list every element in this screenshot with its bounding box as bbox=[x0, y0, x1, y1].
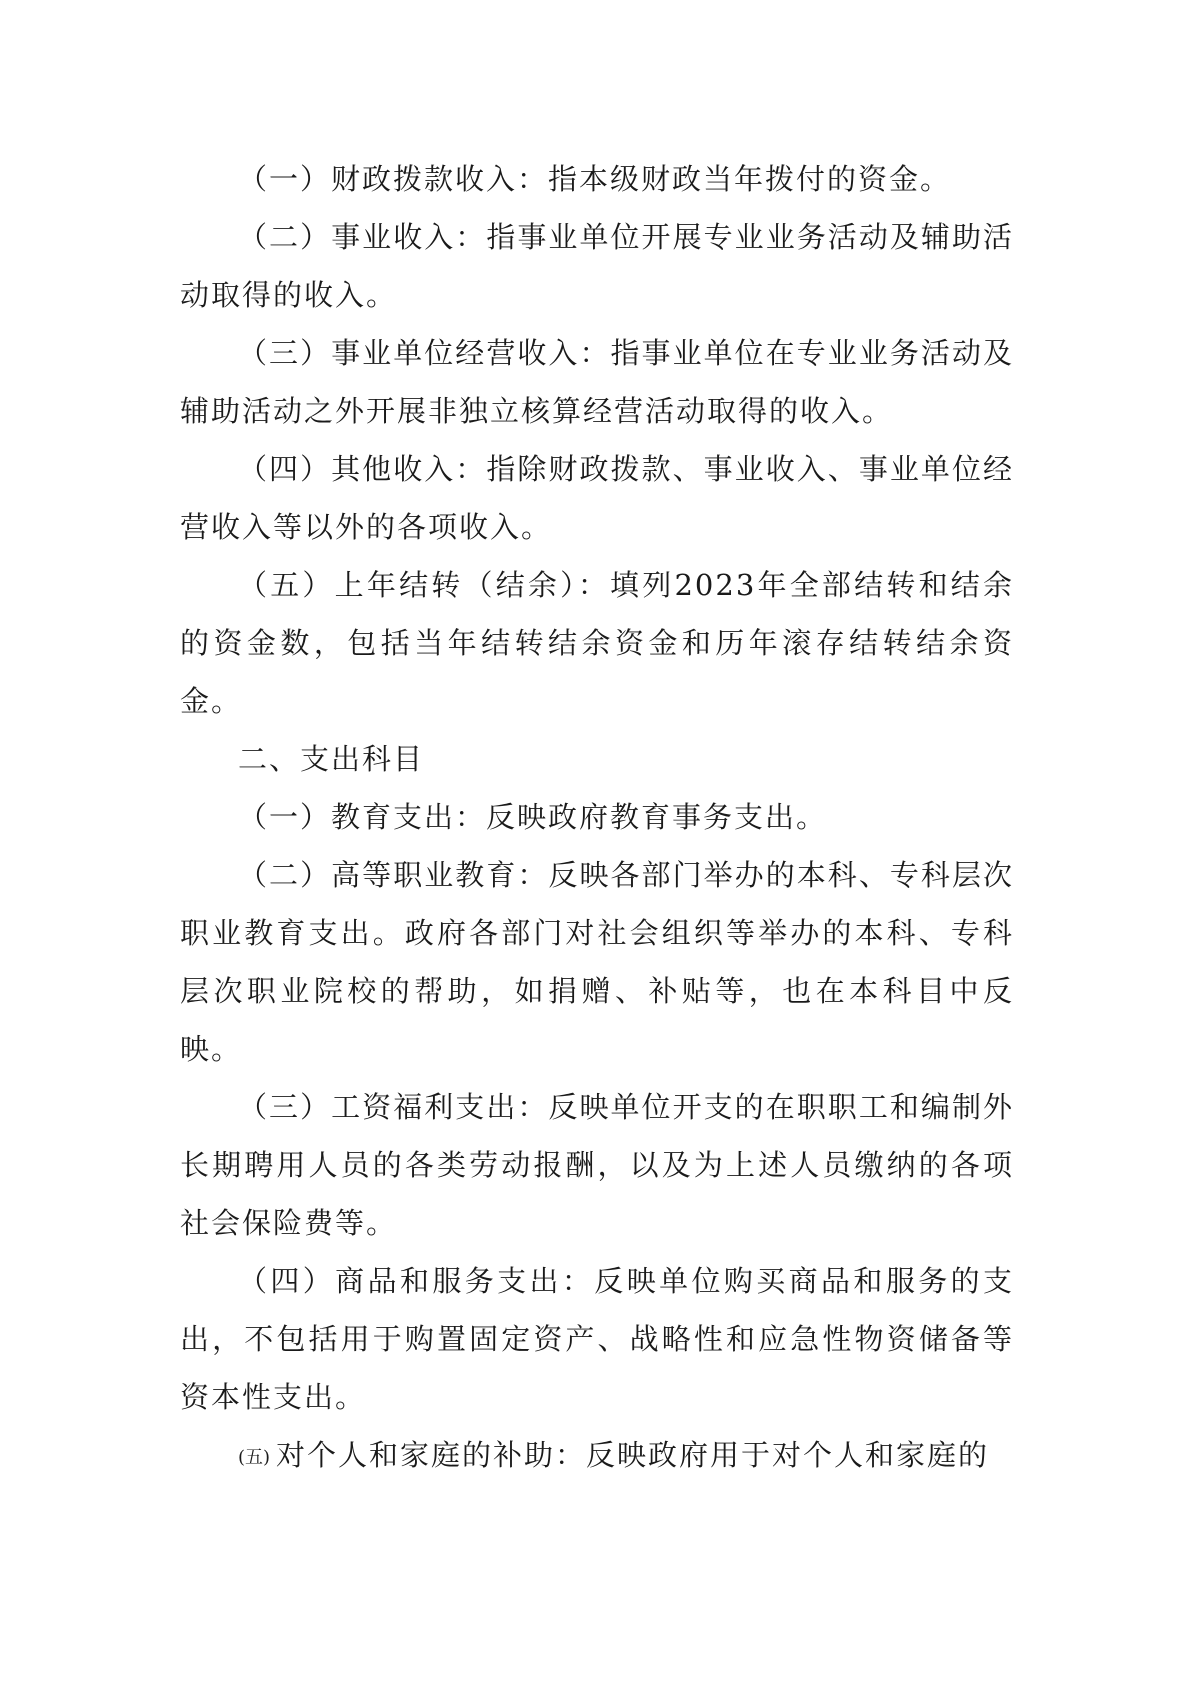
paragraph-education-expenditure: （一）教育支出：反映政府教育事务支出。 bbox=[238, 800, 828, 834]
paragraph-goods-services-expenditure: （四）商品和服务支出：反映单位购买商品和服务的支出，不包括用于购置固定资产、战略性和应急性物资储备等资本性支出。 bbox=[180, 1264, 1014, 1414]
paragraph-text: 对个人和家庭的补助：反映政府用于对个人和家庭的 bbox=[276, 1438, 990, 1472]
paragraph-subsidies-individuals-households bbox=[180, 1426, 1014, 1487]
paragraph-fiscal-appropriation-income: （一）财政拨款收入：指本级财政当年拨付的资金。 bbox=[238, 162, 952, 196]
paragraph-operating-income: （三）事业单位经营收入：指事业单位在专业业务活动及辅助活动之外开展非独立核算经营活动取得的收入。 bbox=[180, 336, 1014, 428]
section-heading-expenditure: 二、支出科目 bbox=[238, 742, 425, 776]
paragraph-wage-welfare-expenditure: （三）工资福利支出：反映单位开支的在职职工和编制外长期聘用人员的各类劳动报酬，以及为上述人员缴纳的各项社会保险费等。 bbox=[180, 1090, 1014, 1240]
document-body bbox=[180, 150, 1014, 1487]
paragraph-prior-year-carryover: （五）上年结转（结余）：填列2023年全部结转和结余的资金数，包括当年结转结余资金和历年滚存结转结余资金。 bbox=[180, 568, 1014, 718]
item-marker: (五) bbox=[238, 1447, 271, 1468]
paragraph-business-income: （二）事业收入：指事业单位开展专业业务活动及辅助活动取得的收入。 bbox=[180, 220, 1014, 312]
paragraph-higher-vocational-education: （二）高等职业教育：反映各部门举办的本科、专科层次职业教育支出。政府各部门对社会组织等举办的本科、专科层次职业院校的帮助，如捐赠、补贴等，也在本科目中反映。 bbox=[180, 858, 1014, 1066]
paragraph-other-income: （四）其他收入：指除财政拨款、事业收入、事业单位经营收入等以外的各项收入。 bbox=[180, 452, 1014, 544]
